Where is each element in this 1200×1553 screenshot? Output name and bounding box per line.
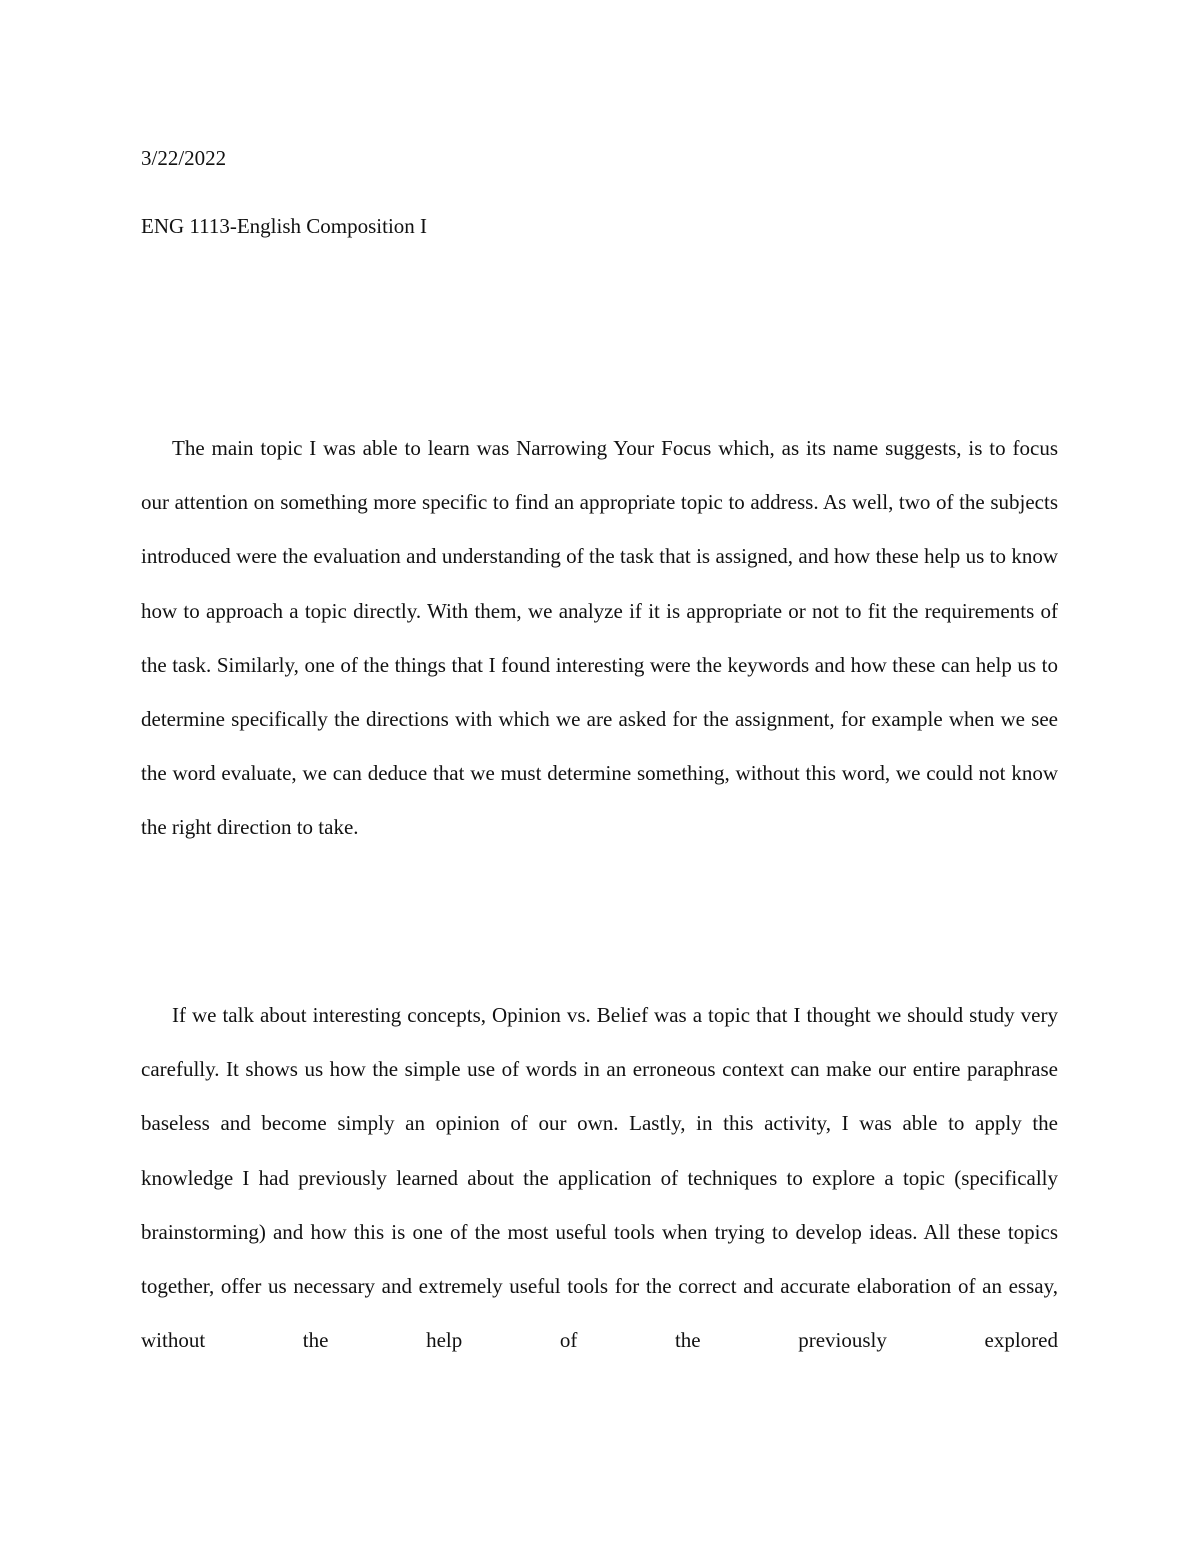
document-date: 3/22/2022 bbox=[141, 146, 227, 170]
course-title: ENG 1113-English Composition I bbox=[141, 214, 428, 238]
body-paragraph: The main topic I was able to learn was Narrowing Your Focus which, as its name suggests, is to focus our attention on something more specific to find an appropriate topic to address. As well, two of the subjects introduced were the evaluation and understanding of the task that is assigned, and how these help us to know how to approach a topic directly. With them, we analyze if it is appropriate or not to fit the requirements of the task. Similarly, one of the things that I found interesting were the keywords and how these can help us to determine specifically the directions with which we are asked for the assignment, for example when we see the word evaluate, we can deduce that we must determine something, without this word, we could not know the right direction to take. bbox=[141, 436, 1058, 840]
body-paragraph: If we talk about interesting concepts, Opinion vs. Belief was a topic that I thought we should study very carefully. It shows us how the simple use of words in an erroneous context can make our entire paraphrase baseless and become simply an opinion of our own. Lastly, in this activity, I was able to apply the knowledge I had previously learned about the application of techniques to explore a topic (specifically brainstorming) and how this is one of the most useful tools when trying to develop ideas. All these topics together, offer us necessary and extremely useful tools for the correct and accurate elaboration of an essay, without the help of the previously explored bbox=[141, 1003, 1058, 1353]
